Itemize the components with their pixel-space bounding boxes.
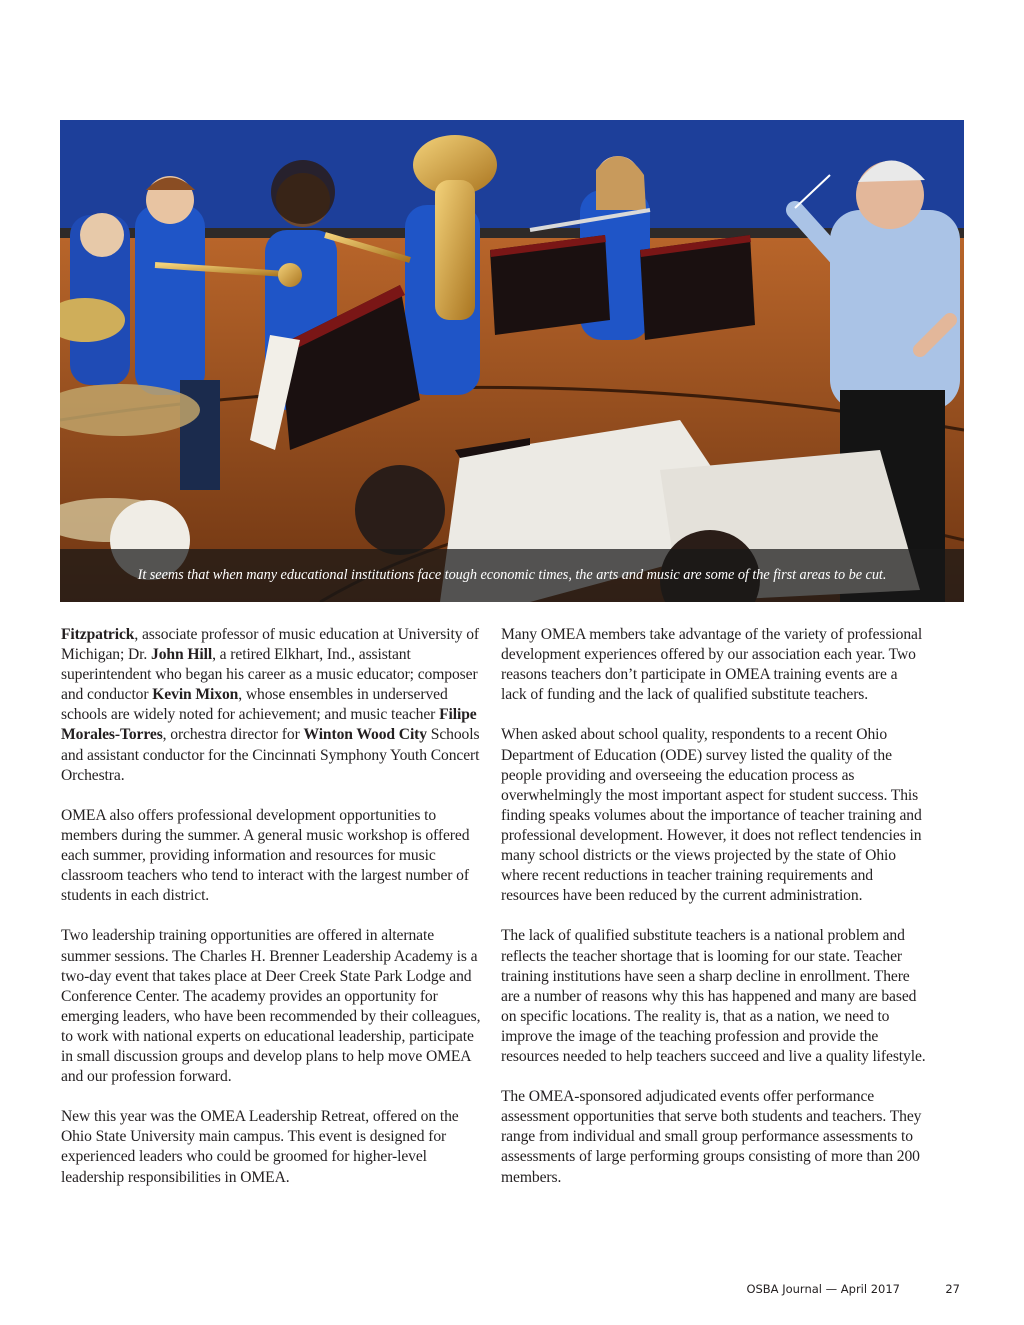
body-paragraph: [61, 1107, 486, 1187]
text-run: , whose ensembles in underserved schools are widely noted for achievement; and music teacher: [61, 686, 448, 724]
page-number: 27: [945, 1282, 960, 1296]
body-paragraph: [61, 806, 486, 906]
photo-caption: It seems that when many educational institutions face tough economic times, the arts and music are some of the first areas to be cut.: [137, 567, 887, 583]
name-highlight: Kevin Mixon: [152, 686, 239, 704]
photo-caption-band: [60, 549, 964, 602]
text-run: The lack of qualified substitute teachers is a national problem and reflects the teacher shortage that is looming for our state. Teacher training institutions have seen a sharp decline in enrollment. There are a number of reasons why this has happened and many are based on specific locations. The reality is, that as a nation, we need to improve the image of the teaching profession and provide the resources needed to help teachers succeed and live a quality lifestyle.: [501, 927, 926, 1065]
body-paragraph: [61, 625, 486, 786]
text-run: Two leadership training opportunities are offered in alternate summer sessions. The Charles H. Brenner Leadership Academy is a two-day event that takes place at Deer Creek State Park Lodge and Conference Center. The academy provides an opportunity for emerging leaders, who have been recommended by their colleagues, to work with national experts on educational leadership, participate in small discussion groups and develop plans to help move OMEA and our profession forward.: [61, 927, 481, 1086]
journal-issue: OSBA Journal — April 2017: [746, 1282, 900, 1296]
text-run: , associate professor of music education at University of Michigan; Dr.: [61, 626, 480, 664]
body-paragraph: [61, 926, 486, 1087]
left-column: [61, 625, 486, 1208]
text-run: When asked about school quality, respondents to a recent Ohio Department of Education (ODE) survey listed the quality of the people providing and overseeing the education process as overwhelmingly the most important aspect for student success. This finding speaks volumes about the importance of teacher training and professional development. However, it does not reflect tendencies in many school districts or the views projected by the state of Ohio where recent reductions in teacher training requirements and resources have been reduced by the current administration.: [501, 726, 922, 905]
text-run: New this year was the OMEA Leadership Retreat, offered on the Ohio State University main campus. This event is designed for experienced leaders who could be groomed for higher-level leadership responsibilities in OMEA.: [61, 1108, 459, 1186]
name-highlight: Fitzpatrick: [61, 626, 135, 643]
body-paragraph: [501, 725, 926, 906]
page-footer: [700, 1282, 962, 1300]
text-run: Many OMEA members take advantage of the variety of professional development experiences offered by our association each year. Two reasons teachers don’t participate in OMEA training events are a lack of funding and the lack of qualified substitute teachers.: [501, 626, 923, 704]
body-paragraph: [501, 1087, 926, 1187]
right-column: [501, 625, 926, 1208]
text-run: , orchestra director for: [162, 726, 304, 744]
text-run: , a retired Elkhart, Ind., assistant superintendent who began his career as a music educator; composer and conductor: [61, 646, 478, 704]
ensemble-photo-illustration: [60, 120, 964, 602]
body-paragraph: [501, 926, 926, 1067]
text-run: The OMEA-sponsored adjudicated events offer performance assessment opportunities that serve both students and teachers. They range from individual and small group performance assessments to assessments of large performing groups consisting of more than 200 members.: [501, 1088, 922, 1186]
name-highlight: Winton Wood City: [303, 726, 427, 744]
text-run: Schools and assistant conductor for the Cincinnati Symphony Youth Concert Orchestra.: [61, 726, 480, 784]
name-highlight: John Hill: [151, 646, 213, 664]
ensemble-photo: [60, 120, 964, 602]
body-paragraph: [501, 625, 926, 705]
name-highlight: Filipe Morales-Torres: [61, 706, 477, 744]
text-run: OMEA also offers professional development opportunities to members during the summer. A general music workshop is offered each summer, providing information and resources for music classroom teachers who tend to interact with the largest number of students in each district.: [61, 806, 470, 905]
